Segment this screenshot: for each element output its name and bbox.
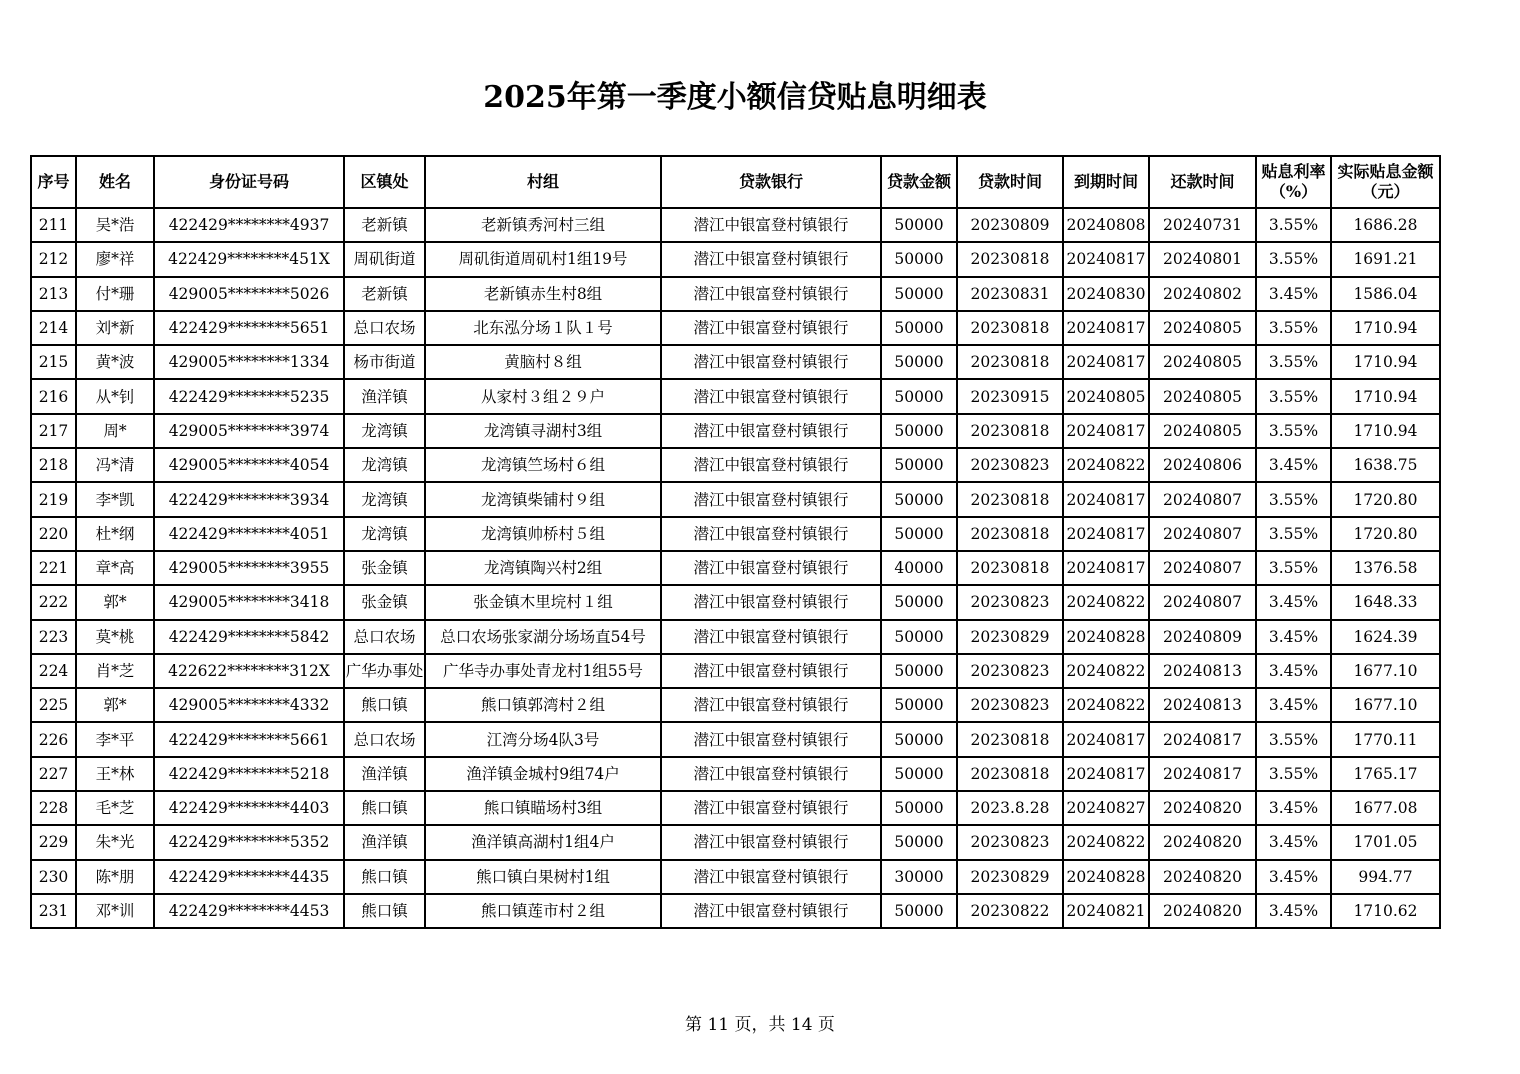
cell-name: 吴*浩 (76, 208, 154, 242)
cell-lending-bank: 潜江中银富登村镇银行 (661, 517, 881, 551)
cell-subsidy-rate: 3.45% (1256, 585, 1331, 619)
cell-loan-date: 20230831 (957, 277, 1063, 311)
col-header-village-group: 村组 (425, 156, 661, 208)
cell-subsidy-rate: 3.55% (1256, 414, 1331, 448)
col-header-subsidy-rate: 贴息利率（%） (1256, 156, 1331, 208)
col-header-lending-bank: 贷款银行 (661, 156, 881, 208)
cell-id-number: 429005********3974 (154, 414, 344, 448)
cell-name: 李*平 (76, 722, 154, 756)
cell-subsidy-rate: 3.55% (1256, 208, 1331, 242)
cell-district: 总口农场 (344, 311, 425, 345)
table-row (31, 757, 1440, 791)
cell-loan-date: 2023.8.28 (957, 791, 1063, 825)
cell-lending-bank: 潜江中银富登村镇银行 (661, 242, 881, 276)
cell-repay-date: 20240813 (1149, 654, 1256, 688)
cell-village-group: 熊口镇白果树村1组 (425, 860, 661, 894)
cell-village-group: 渔洋镇金城村9组74户 (425, 757, 661, 791)
cell-loan-amount: 40000 (881, 551, 957, 585)
table-row (31, 894, 1440, 928)
cell-village-group: 周矶街道周矶村1组19号 (425, 242, 661, 276)
table-row (31, 277, 1440, 311)
cell-due-date: 20240817 (1063, 722, 1149, 756)
cell-district: 渔洋镇 (344, 757, 425, 791)
cell-repay-date: 20240807 (1149, 517, 1256, 551)
cell-id-number: 422429********5651 (154, 311, 344, 345)
table-row (31, 860, 1440, 894)
cell-lending-bank: 潜江中银富登村镇银行 (661, 860, 881, 894)
loan-subsidy-table (30, 155, 1441, 929)
cell-subsidy-rate: 3.45% (1256, 620, 1331, 654)
cell-due-date: 20240822 (1063, 688, 1149, 722)
cell-repay-date: 20240805 (1149, 379, 1256, 413)
cell-name: 从*钊 (76, 379, 154, 413)
cell-id-number: 422429********5235 (154, 379, 344, 413)
cell-actual-subsidy: 1710.94 (1331, 311, 1440, 345)
cell-due-date: 20240817 (1063, 757, 1149, 791)
cell-due-date: 20240817 (1063, 345, 1149, 379)
cell-due-date: 20240821 (1063, 894, 1149, 928)
cell-village-group: 熊口镇瞄场村3组 (425, 791, 661, 825)
cell-due-date: 20240817 (1063, 311, 1149, 345)
cell-seq: 212 (31, 242, 76, 276)
cell-id-number: 429005********5026 (154, 277, 344, 311)
cell-subsidy-rate: 3.55% (1256, 311, 1331, 345)
cell-due-date: 20240805 (1063, 379, 1149, 413)
cell-district: 熊口镇 (344, 688, 425, 722)
cell-name: 周* (76, 414, 154, 448)
cell-name: 肖*芝 (76, 654, 154, 688)
table-row (31, 482, 1440, 516)
cell-due-date: 20240828 (1063, 620, 1149, 654)
cell-lending-bank: 潜江中银富登村镇银行 (661, 208, 881, 242)
cell-seq: 229 (31, 825, 76, 859)
cell-subsidy-rate: 3.45% (1256, 277, 1331, 311)
cell-seq: 211 (31, 208, 76, 242)
cell-village-group (425, 620, 661, 654)
cell-repay-date: 20240807 (1149, 551, 1256, 585)
cell-loan-amount: 50000 (881, 242, 957, 276)
cell-actual-subsidy: 1648.33 (1331, 585, 1440, 619)
table-row (31, 551, 1440, 585)
cell-due-date: 20240822 (1063, 448, 1149, 482)
cell-loan-amount: 50000 (881, 311, 957, 345)
cell-id-number: 422429********4453 (154, 894, 344, 928)
cell-village-group: 龙湾镇竺场村６组 (425, 448, 661, 482)
cell-actual-subsidy: 1686.28 (1331, 208, 1440, 242)
cell-subsidy-rate: 3.45% (1256, 448, 1331, 482)
cell-id-number: 422429********4435 (154, 860, 344, 894)
table-row (31, 379, 1440, 413)
cell-village-group: 江湾分场4队3号 (425, 722, 661, 756)
cell-loan-amount: 50000 (881, 688, 957, 722)
cell-repay-date: 20240807 (1149, 482, 1256, 516)
cell-subsidy-rate: 3.55% (1256, 345, 1331, 379)
cell-repay-date: 20240806 (1149, 448, 1256, 482)
cell-actual-subsidy: 1638.75 (1331, 448, 1440, 482)
cell-loan-date: 20230823 (957, 585, 1063, 619)
table-body (31, 208, 1440, 928)
table-row (31, 791, 1440, 825)
table-row (31, 825, 1440, 859)
cell-seq: 219 (31, 482, 76, 516)
cell-district: 龙湾镇 (344, 517, 425, 551)
cell-district: 张金镇 (344, 551, 425, 585)
cell-due-date: 20240817 (1063, 517, 1149, 551)
cell-loan-amount: 50000 (881, 345, 957, 379)
cell-village-group: 老新镇秀河村三组 (425, 208, 661, 242)
cell-due-date: 20240830 (1063, 277, 1149, 311)
cell-subsidy-rate: 3.55% (1256, 551, 1331, 585)
cell-loan-date: 20230818 (957, 722, 1063, 756)
table-header-row (31, 156, 1440, 208)
cell-loan-date: 20230823 (957, 688, 1063, 722)
cell-loan-date: 20230818 (957, 242, 1063, 276)
cell-due-date: 20240817 (1063, 482, 1149, 516)
cell-loan-amount: 50000 (881, 277, 957, 311)
cell-repay-date: 20240813 (1149, 688, 1256, 722)
col-header-repay-date: 还款时间 (1149, 156, 1256, 208)
cell-loan-date: 20230818 (957, 345, 1063, 379)
cell-loan-amount: 50000 (881, 448, 957, 482)
cell-name: 付*珊 (76, 277, 154, 311)
cell-lending-bank: 潜江中银富登村镇银行 (661, 722, 881, 756)
cell-lending-bank: 潜江中银富登村镇银行 (661, 379, 881, 413)
cell-subsidy-rate: 3.55% (1256, 722, 1331, 756)
cell-subsidy-rate: 3.45% (1256, 860, 1331, 894)
cell-subsidy-rate: 3.45% (1256, 654, 1331, 688)
page-title: 2025年第一季度小额信贷贴息明细表 (483, 80, 987, 115)
cell-loan-amount: 50000 (881, 620, 957, 654)
cell-lending-bank: 潜江中银富登村镇银行 (661, 688, 881, 722)
cell-seq: 221 (31, 551, 76, 585)
cell-seq: 218 (31, 448, 76, 482)
cell-actual-subsidy: 1586.04 (1331, 277, 1440, 311)
cell-loan-amount: 50000 (881, 722, 957, 756)
cell-due-date: 20240822 (1063, 654, 1149, 688)
table-row (31, 654, 1440, 688)
cell-due-date: 20240822 (1063, 585, 1149, 619)
cell-subsidy-rate: 3.55% (1256, 757, 1331, 791)
cell-loan-date: 20230822 (957, 894, 1063, 928)
cell-village-group: 黄脑村８组 (425, 345, 661, 379)
cell-id-number: 422429********5661 (154, 722, 344, 756)
col-header-name: 姓名 (76, 156, 154, 208)
cell-district: 总口农场 (344, 620, 425, 654)
table-row (31, 345, 1440, 379)
cell-lending-bank: 潜江中银富登村镇银行 (661, 482, 881, 516)
cell-village-group (425, 654, 661, 688)
cell-village-group: 龙湾镇寻湖村3组 (425, 414, 661, 448)
cell-repay-date: 20240817 (1149, 722, 1256, 756)
cell-actual-subsidy: 1710.94 (1331, 414, 1440, 448)
cell-subsidy-rate: 3.45% (1256, 894, 1331, 928)
cell-repay-date: 20240820 (1149, 791, 1256, 825)
col-header-loan-amount: 贷款金额 (881, 156, 957, 208)
cell-district: 熊口镇 (344, 894, 425, 928)
cell-district: 熊口镇 (344, 860, 425, 894)
cell-loan-date: 20230818 (957, 414, 1063, 448)
cell-lending-bank: 潜江中银富登村镇银行 (661, 345, 881, 379)
cell-loan-date: 20230818 (957, 517, 1063, 551)
cell-id-number: 422429********4937 (154, 208, 344, 242)
table-row (31, 414, 1440, 448)
cell-lending-bank: 潜江中银富登村镇银行 (661, 277, 881, 311)
cell-district: 渔洋镇 (344, 825, 425, 859)
cell-name: 莫*桃 (76, 620, 154, 654)
cell-district: 龙湾镇 (344, 482, 425, 516)
cell-due-date: 20240828 (1063, 860, 1149, 894)
cell-repay-date: 20240805 (1149, 345, 1256, 379)
cell-id-number: 422429********5218 (154, 757, 344, 791)
cell-village-group: 熊口镇莲市村２组 (425, 894, 661, 928)
cell-loan-date: 20230823 (957, 654, 1063, 688)
cell-seq: 213 (31, 277, 76, 311)
cell-loan-date: 20230818 (957, 757, 1063, 791)
cell-subsidy-rate: 3.45% (1256, 791, 1331, 825)
col-header-due-date: 到期时间 (1063, 156, 1149, 208)
cell-seq: 215 (31, 345, 76, 379)
cell-loan-date: 20230823 (957, 448, 1063, 482)
cell-subsidy-rate: 3.55% (1256, 242, 1331, 276)
cell-loan-amount: 50000 (881, 482, 957, 516)
cell-due-date: 20240827 (1063, 791, 1149, 825)
cell-village-group: 龙湾镇柴铺村９组 (425, 482, 661, 516)
cell-lending-bank: 潜江中银富登村镇银行 (661, 757, 881, 791)
cell-id-number: 429005********1334 (154, 345, 344, 379)
cell-district: 杨市街道 (344, 345, 425, 379)
cell-loan-amount: 30000 (881, 860, 957, 894)
cell-actual-subsidy: 1710.62 (1331, 894, 1440, 928)
cell-repay-date: 20240805 (1149, 414, 1256, 448)
cell-seq: 231 (31, 894, 76, 928)
cell-id-number: 422429********4051 (154, 517, 344, 551)
cell-village-group: 熊口镇郭湾村２组 (425, 688, 661, 722)
cell-name: 章*高 (76, 551, 154, 585)
cell-actual-subsidy: 1710.94 (1331, 379, 1440, 413)
cell-seq: 216 (31, 379, 76, 413)
cell-name: 郭* (76, 585, 154, 619)
cell-seq: 217 (31, 414, 76, 448)
cell-district: 老新镇 (344, 277, 425, 311)
cell-seq: 220 (31, 517, 76, 551)
cell-repay-date: 20240820 (1149, 860, 1256, 894)
cell-loan-date: 20230915 (957, 379, 1063, 413)
cell-lending-bank: 潜江中银富登村镇银行 (661, 414, 881, 448)
cell-district: 龙湾镇 (344, 414, 425, 448)
table-row (31, 311, 1440, 345)
cell-actual-subsidy: 1710.94 (1331, 345, 1440, 379)
table-row (31, 448, 1440, 482)
cell-loan-amount: 50000 (881, 825, 957, 859)
cell-loan-amount: 50000 (881, 379, 957, 413)
cell-actual-subsidy: 1677.10 (1331, 654, 1440, 688)
cell-loan-date: 20230829 (957, 860, 1063, 894)
cell-actual-subsidy: 1701.05 (1331, 825, 1440, 859)
cell-actual-subsidy: 1677.08 (1331, 791, 1440, 825)
cell-name: 李*凯 (76, 482, 154, 516)
cell-subsidy-rate: 3.45% (1256, 825, 1331, 859)
cell-district: 周矶街道 (344, 242, 425, 276)
cell-repay-date: 20240805 (1149, 311, 1256, 345)
cell-actual-subsidy: 1720.80 (1331, 517, 1440, 551)
cell-due-date: 20240808 (1063, 208, 1149, 242)
cell-loan-amount: 50000 (881, 757, 957, 791)
cell-name: 黄*波 (76, 345, 154, 379)
cell-loan-date: 20230818 (957, 311, 1063, 345)
cell-loan-amount: 50000 (881, 208, 957, 242)
cell-actual-subsidy: 1677.10 (1331, 688, 1440, 722)
cell-lending-bank: 潜江中银富登村镇银行 (661, 825, 881, 859)
cell-district: 老新镇 (344, 208, 425, 242)
cell-due-date: 20240817 (1063, 414, 1149, 448)
table-row (31, 585, 1440, 619)
cell-loan-amount: 50000 (881, 414, 957, 448)
cell-loan-date: 20230823 (957, 825, 1063, 859)
cell-repay-date: 20240817 (1149, 757, 1256, 791)
cell-seq: 222 (31, 585, 76, 619)
cell-actual-subsidy: 1720.80 (1331, 482, 1440, 516)
cell-loan-amount: 50000 (881, 654, 957, 688)
table-row (31, 688, 1440, 722)
cell-repay-date: 20240809 (1149, 620, 1256, 654)
cell-loan-amount: 50000 (881, 791, 957, 825)
cell-actual-subsidy: 1770.11 (1331, 722, 1440, 756)
cell-id-number: 422429********451X (154, 242, 344, 276)
cell-seq: 223 (31, 620, 76, 654)
cell-name: 陈*朋 (76, 860, 154, 894)
cell-name: 毛*芝 (76, 791, 154, 825)
cell-name: 王*林 (76, 757, 154, 791)
cell-name: 廖*祥 (76, 242, 154, 276)
page-footer: 第 11 页，共 14 页 (685, 1015, 835, 1035)
cell-seq: 214 (31, 311, 76, 345)
cell-village-group: 渔洋镇高湖村1组4户 (425, 825, 661, 859)
cell-loan-amount: 50000 (881, 517, 957, 551)
cell-name: 冯*清 (76, 448, 154, 482)
cell-actual-subsidy: 994.77 (1331, 860, 1440, 894)
cell-village-group: 龙湾镇帅桥村５组 (425, 517, 661, 551)
cell-due-date: 20240817 (1063, 551, 1149, 585)
cell-lending-bank: 潜江中银富登村镇银行 (661, 791, 881, 825)
cell-lending-bank: 潜江中银富登村镇银行 (661, 654, 881, 688)
cell-lending-bank: 潜江中银富登村镇银行 (661, 620, 881, 654)
cell-name: 杜*纲 (76, 517, 154, 551)
cell-id-number: 422429********5842 (154, 620, 344, 654)
cell-id-number: 429005********3418 (154, 585, 344, 619)
cell-name: 刘*新 (76, 311, 154, 345)
cell-lending-bank: 潜江中银富登村镇银行 (661, 551, 881, 585)
cell-actual-subsidy: 1624.39 (1331, 620, 1440, 654)
cell-repay-date: 20240807 (1149, 585, 1256, 619)
cell-due-date: 20240822 (1063, 825, 1149, 859)
cell-seq: 230 (31, 860, 76, 894)
cell-subsidy-rate: 3.55% (1256, 517, 1331, 551)
cell-village-group: 北东泓分场１队１号 (425, 311, 661, 345)
cell-district: 总口农场 (344, 722, 425, 756)
cell-id-number: 422622********312X (154, 654, 344, 688)
table-row (31, 620, 1440, 654)
cell-repay-date: 20240801 (1149, 242, 1256, 276)
cell-loan-date: 20230829 (957, 620, 1063, 654)
cell-village-group-text: 总口农场张家湖分场场直54号 (440, 628, 646, 645)
cell-name: 朱*光 (76, 825, 154, 859)
table-row (31, 517, 1440, 551)
cell-village-group-text: 广华寺办事处青龙村1组55号 (442, 663, 644, 679)
cell-village-group: 张金镇木里垸村１组 (425, 585, 661, 619)
cell-due-date: 20240817 (1063, 242, 1149, 276)
table-row (31, 722, 1440, 756)
col-header-seq: 序号 (31, 156, 76, 208)
cell-seq: 227 (31, 757, 76, 791)
cell-district-text: 广华办事处 (345, 663, 424, 679)
cell-loan-date: 20230818 (957, 482, 1063, 516)
cell-village-group: 老新镇赤生村8组 (425, 277, 661, 311)
col-header-actual-subsidy: 实际贴息金额（元） (1331, 156, 1440, 208)
cell-village-group: 龙湾镇陶兴村2组 (425, 551, 661, 585)
cell-subsidy-rate: 3.45% (1256, 688, 1331, 722)
cell-village-group: 从家村３组２９户 (425, 379, 661, 413)
cell-district: 龙湾镇 (344, 448, 425, 482)
table-row (31, 208, 1440, 242)
cell-id-number: 429005********4332 (154, 688, 344, 722)
col-header-loan-date: 贷款时间 (957, 156, 1063, 208)
cell-subsidy-rate: 3.55% (1256, 482, 1331, 516)
cell-actual-subsidy: 1765.17 (1331, 757, 1440, 791)
cell-id-number: 429005********3955 (154, 551, 344, 585)
cell-actual-subsidy: 1376.58 (1331, 551, 1440, 585)
cell-lending-bank: 潜江中银富登村镇银行 (661, 894, 881, 928)
cell-lending-bank: 潜江中银富登村镇银行 (661, 585, 881, 619)
cell-id-number: 429005********4054 (154, 448, 344, 482)
cell-repay-date: 20240820 (1149, 825, 1256, 859)
cell-repay-date: 20240820 (1149, 894, 1256, 928)
cell-name: 邓*训 (76, 894, 154, 928)
cell-id-number: 422429********4403 (154, 791, 344, 825)
cell-district: 熊口镇 (344, 791, 425, 825)
table-row (31, 242, 1440, 276)
cell-repay-date: 20240731 (1149, 208, 1256, 242)
cell-district: 渔洋镇 (344, 379, 425, 413)
cell-loan-amount: 50000 (881, 585, 957, 619)
cell-district: 张金镇 (344, 585, 425, 619)
cell-id-number: 422429********3934 (154, 482, 344, 516)
cell-district (344, 654, 425, 688)
col-header-id-number: 身份证号码 (154, 156, 344, 208)
cell-seq: 228 (31, 791, 76, 825)
cell-seq: 226 (31, 722, 76, 756)
cell-lending-bank: 潜江中银富登村镇银行 (661, 448, 881, 482)
cell-loan-date: 20230818 (957, 551, 1063, 585)
cell-seq: 224 (31, 654, 76, 688)
cell-loan-date: 20230809 (957, 208, 1063, 242)
col-header-district: 区镇处 (344, 156, 425, 208)
cell-name: 郭* (76, 688, 154, 722)
cell-lending-bank: 潜江中银富登村镇银行 (661, 311, 881, 345)
cell-actual-subsidy: 1691.21 (1331, 242, 1440, 276)
cell-loan-amount: 50000 (881, 894, 957, 928)
cell-id-number: 422429********5352 (154, 825, 344, 859)
cell-seq: 225 (31, 688, 76, 722)
cell-subsidy-rate: 3.55% (1256, 379, 1331, 413)
cell-repay-date: 20240802 (1149, 277, 1256, 311)
